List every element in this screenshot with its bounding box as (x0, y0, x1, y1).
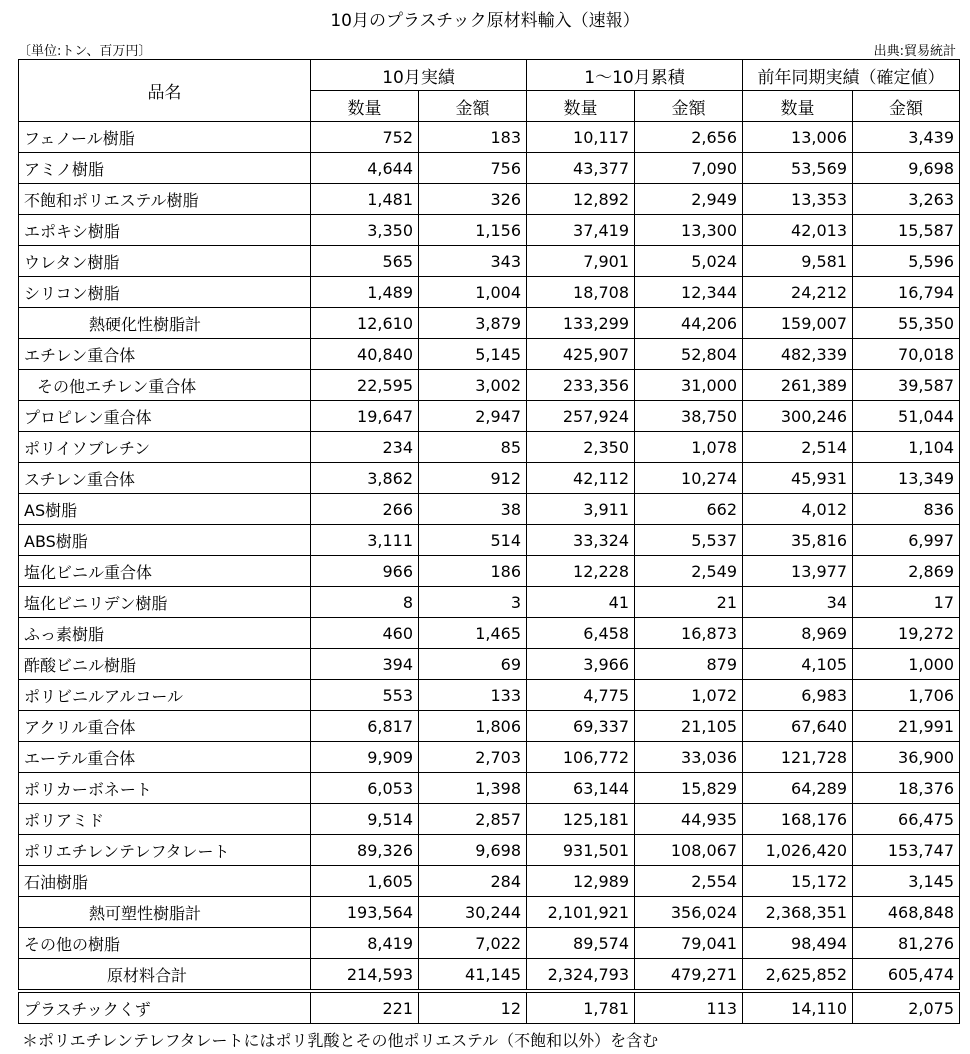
cell-quantity: 1,781 (527, 991, 635, 1024)
cell-amount: 18,376 (853, 773, 960, 804)
cell-quantity: 10,117 (527, 122, 635, 153)
cell-amount: 17 (853, 587, 960, 618)
cell-quantity: 234 (311, 432, 419, 463)
cell-quantity: 1,489 (311, 277, 419, 308)
row-item-name: 酢酸ビニル樹脂 (19, 649, 311, 680)
table-row (19, 928, 960, 959)
cell-quantity: 300,246 (743, 401, 853, 432)
cell-amount: 756 (419, 153, 527, 184)
import-table (18, 59, 960, 1024)
header-quantity: 数量 (527, 91, 635, 122)
cell-quantity: 35,816 (743, 525, 853, 556)
cell-quantity: 42,013 (743, 215, 853, 246)
cell-quantity: 14,110 (743, 991, 853, 1024)
cell-quantity: 1,481 (311, 184, 419, 215)
header-amount: 金額 (419, 91, 527, 122)
cell-quantity: 1,605 (311, 866, 419, 897)
header-quantity: 数量 (311, 91, 419, 122)
table-row (19, 897, 960, 928)
cell-quantity: 9,514 (311, 804, 419, 835)
cell-quantity: 24,212 (743, 277, 853, 308)
cell-quantity: 42,112 (527, 463, 635, 494)
cell-quantity: 257,924 (527, 401, 635, 432)
cell-quantity: 37,419 (527, 215, 635, 246)
cell-amount: 1,806 (419, 711, 527, 742)
cell-amount: 3,439 (853, 122, 960, 153)
cell-quantity: 8,419 (311, 928, 419, 959)
cell-amount: 7,022 (419, 928, 527, 959)
cell-quantity: 89,574 (527, 928, 635, 959)
cell-amount: 5,145 (419, 339, 527, 370)
cell-amount: 1,104 (853, 432, 960, 463)
cell-amount: 284 (419, 866, 527, 897)
row-item-name: その他エチレン重合体 (19, 370, 311, 401)
page-title: 10月のプラスチック原材料輸入（速報） (330, 11, 640, 31)
table-row (19, 959, 960, 992)
header-item-name: 品名 (19, 60, 311, 122)
cell-quantity: 394 (311, 649, 419, 680)
cell-amount: 13,300 (635, 215, 743, 246)
row-item-name: スチレン重合体 (19, 463, 311, 494)
table-row (19, 184, 960, 215)
cell-amount: 21,105 (635, 711, 743, 742)
cell-quantity: 2,324,793 (527, 959, 635, 992)
row-item-name: 石油樹脂 (19, 866, 311, 897)
cell-amount: 153,747 (853, 835, 960, 866)
table-row (19, 494, 960, 525)
cell-amount: 2,549 (635, 556, 743, 587)
table-body (19, 122, 960, 1024)
table-row (19, 432, 960, 463)
cell-amount: 912 (419, 463, 527, 494)
cell-quantity: 13,006 (743, 122, 853, 153)
cell-quantity: 43,377 (527, 153, 635, 184)
cell-amount: 15,587 (853, 215, 960, 246)
table-row (19, 587, 960, 618)
cell-quantity: 159,007 (743, 308, 853, 339)
cell-amount: 1,078 (635, 432, 743, 463)
cell-quantity: 266 (311, 494, 419, 525)
cell-amount: 19,272 (853, 618, 960, 649)
header-group-cumulative: 1～10月累積 (527, 60, 743, 91)
cell-quantity: 3,111 (311, 525, 419, 556)
cell-quantity: 63,144 (527, 773, 635, 804)
row-item-name: ポリビニルアルコール (19, 680, 311, 711)
header-group-october: 10月実績 (311, 60, 527, 91)
cell-quantity: 125,181 (527, 804, 635, 835)
cell-quantity: 425,907 (527, 339, 635, 370)
cell-quantity: 8,969 (743, 618, 853, 649)
cell-quantity: 2,101,921 (527, 897, 635, 928)
cell-quantity: 121,728 (743, 742, 853, 773)
cell-quantity: 214,593 (311, 959, 419, 992)
row-item-name: 熱硬化性樹脂計 (19, 308, 311, 339)
table-row (19, 991, 960, 1024)
table-row (19, 277, 960, 308)
table-row (19, 556, 960, 587)
row-item-name: アクリル重合体 (19, 711, 311, 742)
cell-quantity: 12,228 (527, 556, 635, 587)
row-item-name: エポキシ樹脂 (19, 215, 311, 246)
cell-quantity: 3,350 (311, 215, 419, 246)
cell-quantity: 18,708 (527, 277, 635, 308)
table-header (19, 60, 960, 122)
cell-amount: 81,276 (853, 928, 960, 959)
unit-label: 〔単位:トン、百万円〕 (18, 44, 152, 59)
cell-quantity: 7,901 (527, 246, 635, 277)
cell-amount: 13,349 (853, 463, 960, 494)
cell-amount: 79,041 (635, 928, 743, 959)
cell-amount: 70,018 (853, 339, 960, 370)
table-row (19, 308, 960, 339)
cell-quantity: 9,581 (743, 246, 853, 277)
cell-amount: 836 (853, 494, 960, 525)
table-row (19, 649, 960, 680)
cell-quantity: 4,012 (743, 494, 853, 525)
cell-quantity: 9,909 (311, 742, 419, 773)
row-item-name: フェノール樹脂 (19, 122, 311, 153)
cell-quantity: 261,389 (743, 370, 853, 401)
cell-quantity: 34 (743, 587, 853, 618)
cell-amount: 51,044 (853, 401, 960, 432)
cell-amount: 39,587 (853, 370, 960, 401)
cell-quantity: 40,840 (311, 339, 419, 370)
row-item-name: AS樹脂 (19, 494, 311, 525)
cell-amount: 41,145 (419, 959, 527, 992)
cell-amount: 5,596 (853, 246, 960, 277)
table-row (19, 215, 960, 246)
row-item-name: ポリイソブレチン (19, 432, 311, 463)
row-item-name: その他の樹脂 (19, 928, 311, 959)
cell-quantity: 221 (311, 991, 419, 1024)
cell-amount: 3,002 (419, 370, 527, 401)
row-item-name: エーテル重合体 (19, 742, 311, 773)
cell-amount: 343 (419, 246, 527, 277)
cell-quantity: 45,931 (743, 463, 853, 494)
cell-amount: 3,879 (419, 308, 527, 339)
table-row (19, 339, 960, 370)
cell-amount: 5,024 (635, 246, 743, 277)
cell-quantity: 4,105 (743, 649, 853, 680)
footnote: ＊ポリエチレンテレフタレートにはポリ乳酸とその他ポリエステル（不飽和以外）を含む (22, 1031, 659, 1050)
cell-quantity: 3,966 (527, 649, 635, 680)
cell-quantity: 460 (311, 618, 419, 649)
cell-amount: 1,000 (853, 649, 960, 680)
cell-amount: 9,698 (419, 835, 527, 866)
cell-amount: 1,398 (419, 773, 527, 804)
table-row (19, 711, 960, 742)
row-item-name: プロピレン重合体 (19, 401, 311, 432)
cell-quantity: 13,977 (743, 556, 853, 587)
cell-quantity: 12,989 (527, 866, 635, 897)
cell-amount: 479,271 (635, 959, 743, 992)
cell-quantity: 22,595 (311, 370, 419, 401)
cell-quantity: 98,494 (743, 928, 853, 959)
row-item-name: ABS樹脂 (19, 525, 311, 556)
header-group-previous-year: 前年同期実績（確定値） (743, 60, 960, 91)
cell-quantity: 89,326 (311, 835, 419, 866)
cell-quantity: 752 (311, 122, 419, 153)
row-item-name: ポリアミド (19, 804, 311, 835)
cell-amount: 16,873 (635, 618, 743, 649)
cell-amount: 21,991 (853, 711, 960, 742)
cell-amount: 1,156 (419, 215, 527, 246)
cell-amount: 183 (419, 122, 527, 153)
cell-quantity: 553 (311, 680, 419, 711)
cell-quantity: 2,625,852 (743, 959, 853, 992)
row-item-name: 原材料合計 (19, 959, 311, 992)
cell-amount: 3,263 (853, 184, 960, 215)
cell-quantity: 106,772 (527, 742, 635, 773)
cell-amount: 133 (419, 680, 527, 711)
cell-amount: 1,706 (853, 680, 960, 711)
cell-amount: 38 (419, 494, 527, 525)
cell-amount: 3 (419, 587, 527, 618)
source-label: 出典:貿易統計 (873, 44, 956, 59)
cell-quantity: 33,324 (527, 525, 635, 556)
cell-quantity: 168,176 (743, 804, 853, 835)
cell-quantity: 6,817 (311, 711, 419, 742)
table-row (19, 122, 960, 153)
cell-quantity: 4,644 (311, 153, 419, 184)
cell-quantity: 482,339 (743, 339, 853, 370)
cell-quantity: 931,501 (527, 835, 635, 866)
cell-amount: 2,949 (635, 184, 743, 215)
table-row (19, 773, 960, 804)
cell-amount: 2,857 (419, 804, 527, 835)
cell-quantity: 67,640 (743, 711, 853, 742)
cell-quantity: 1,026,420 (743, 835, 853, 866)
cell-amount: 55,350 (853, 308, 960, 339)
cell-quantity: 69,337 (527, 711, 635, 742)
cell-amount: 6,997 (853, 525, 960, 556)
row-item-name: 塩化ビニル重合体 (19, 556, 311, 587)
table-row (19, 153, 960, 184)
table-row (19, 742, 960, 773)
cell-amount: 5,537 (635, 525, 743, 556)
cell-quantity: 19,647 (311, 401, 419, 432)
table-row (19, 463, 960, 494)
table-row (19, 680, 960, 711)
cell-amount: 30,244 (419, 897, 527, 928)
table-row (19, 835, 960, 866)
cell-quantity: 3,911 (527, 494, 635, 525)
cell-quantity: 2,350 (527, 432, 635, 463)
cell-quantity: 565 (311, 246, 419, 277)
cell-quantity: 12,892 (527, 184, 635, 215)
table-row (19, 525, 960, 556)
table-row (19, 804, 960, 835)
cell-amount: 15,829 (635, 773, 743, 804)
row-item-name: アミノ樹脂 (19, 153, 311, 184)
cell-amount: 356,024 (635, 897, 743, 928)
cell-amount: 2,703 (419, 742, 527, 773)
cell-quantity: 53,569 (743, 153, 853, 184)
cell-amount: 468,848 (853, 897, 960, 928)
cell-amount: 605,474 (853, 959, 960, 992)
cell-amount: 85 (419, 432, 527, 463)
header-amount: 金額 (635, 91, 743, 122)
cell-amount: 186 (419, 556, 527, 587)
row-item-name: 塩化ビニリデン樹脂 (19, 587, 311, 618)
row-item-name: ウレタン樹脂 (19, 246, 311, 277)
cell-amount: 44,206 (635, 308, 743, 339)
cell-amount: 36,900 (853, 742, 960, 773)
cell-amount: 2,869 (853, 556, 960, 587)
cell-amount: 69 (419, 649, 527, 680)
row-item-name: シリコン樹脂 (19, 277, 311, 308)
cell-amount: 66,475 (853, 804, 960, 835)
row-item-name: ふっ素樹脂 (19, 618, 311, 649)
cell-amount: 113 (635, 991, 743, 1024)
cell-amount: 9,698 (853, 153, 960, 184)
table-row (19, 866, 960, 897)
row-item-name: プラスチックくず (19, 991, 311, 1024)
cell-amount: 44,935 (635, 804, 743, 835)
cell-quantity: 4,775 (527, 680, 635, 711)
cell-quantity: 193,564 (311, 897, 419, 928)
cell-amount: 2,656 (635, 122, 743, 153)
cell-amount: 2,947 (419, 401, 527, 432)
cell-amount: 326 (419, 184, 527, 215)
cell-amount: 879 (635, 649, 743, 680)
header-quantity: 数量 (743, 91, 853, 122)
cell-amount: 12 (419, 991, 527, 1024)
cell-amount: 10,274 (635, 463, 743, 494)
table-row (19, 370, 960, 401)
cell-amount: 108,067 (635, 835, 743, 866)
cell-amount: 52,804 (635, 339, 743, 370)
cell-amount: 33,036 (635, 742, 743, 773)
cell-quantity: 2,514 (743, 432, 853, 463)
header-amount: 金額 (853, 91, 960, 122)
cell-amount: 662 (635, 494, 743, 525)
row-item-name: ポリカーボネート (19, 773, 311, 804)
cell-amount: 21 (635, 587, 743, 618)
row-item-name: 不飽和ポリエステル樹脂 (19, 184, 311, 215)
cell-quantity: 8 (311, 587, 419, 618)
table-row (19, 246, 960, 277)
cell-amount: 514 (419, 525, 527, 556)
cell-quantity: 6,053 (311, 773, 419, 804)
cell-quantity: 12,610 (311, 308, 419, 339)
cell-amount: 12,344 (635, 277, 743, 308)
row-item-name: ポリエチレンテレフタレート (19, 835, 311, 866)
table-row (19, 401, 960, 432)
row-item-name: 熱可塑性樹脂計 (19, 897, 311, 928)
cell-quantity: 13,353 (743, 184, 853, 215)
cell-amount: 1,004 (419, 277, 527, 308)
cell-quantity: 2,368,351 (743, 897, 853, 928)
cell-amount: 2,075 (853, 991, 960, 1024)
cell-quantity: 966 (311, 556, 419, 587)
cell-quantity: 233,356 (527, 370, 635, 401)
cell-quantity: 64,289 (743, 773, 853, 804)
cell-amount: 16,794 (853, 277, 960, 308)
cell-quantity: 15,172 (743, 866, 853, 897)
cell-amount: 1,465 (419, 618, 527, 649)
cell-amount: 38,750 (635, 401, 743, 432)
cell-quantity: 41 (527, 587, 635, 618)
cell-quantity: 133,299 (527, 308, 635, 339)
cell-amount: 31,000 (635, 370, 743, 401)
cell-amount: 7,090 (635, 153, 743, 184)
cell-amount: 1,072 (635, 680, 743, 711)
cell-quantity: 6,983 (743, 680, 853, 711)
cell-quantity: 3,862 (311, 463, 419, 494)
cell-amount: 2,554 (635, 866, 743, 897)
table-row (19, 618, 960, 649)
cell-amount: 3,145 (853, 866, 960, 897)
cell-quantity: 6,458 (527, 618, 635, 649)
row-item-name: エチレン重合体 (19, 339, 311, 370)
